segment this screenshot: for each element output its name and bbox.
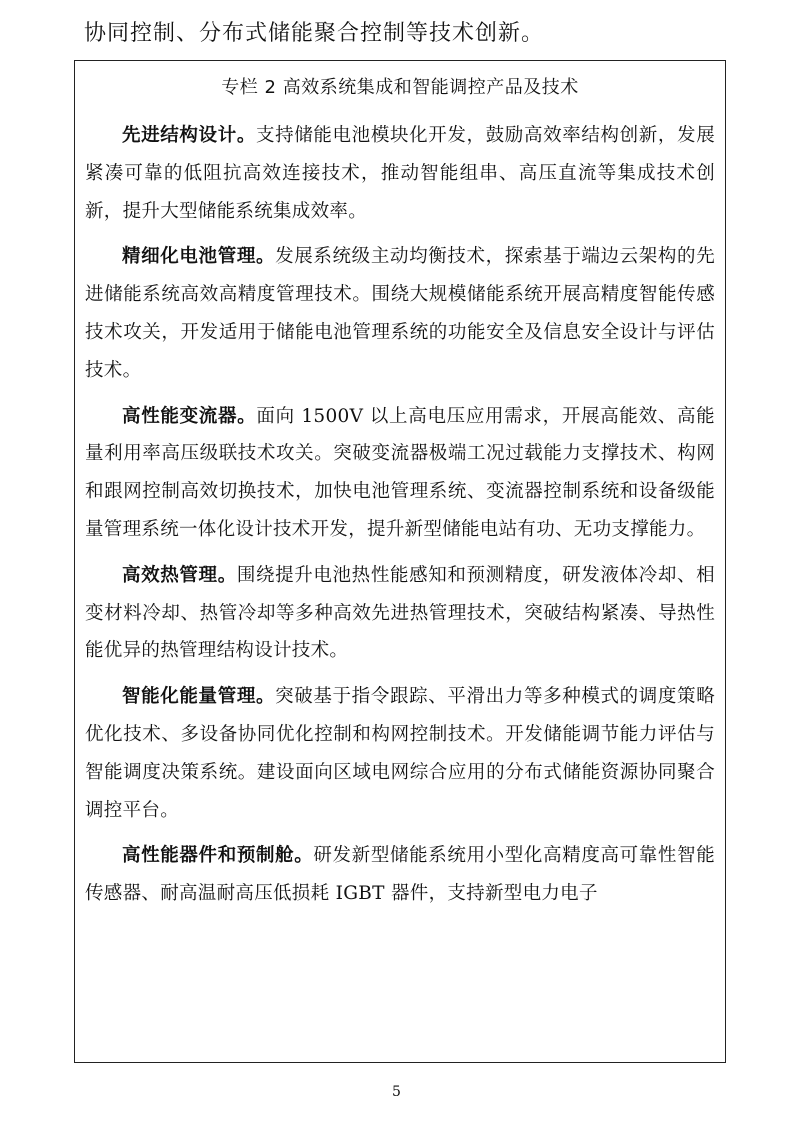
paragraph-battery-management: [85, 238, 715, 389]
paragraph-structure-design: [85, 117, 715, 230]
paragraph-heading: 智能化能量管理。: [122, 686, 276, 708]
paragraph-thermal-management: [85, 557, 715, 670]
page-number: 5: [392, 1084, 401, 1100]
box-content: [85, 117, 715, 921]
paragraph-heading: 高性能器件和预制舱。: [122, 845, 314, 867]
paragraph-body: 面向 1500V 以上高电压应用需求，开展高能效、高能量利用率高压级联技术攻关。突破变流器极端工况过载能力支撑技术、构网和跟网控制高效切换技术，加快电池管理系统、变流器控制系统和设备级能量管理系统一体化设计技术开发，提升新型储能电站有功、无功支撑能力。: [85, 405, 715, 540]
box-title: 专栏 2 高效系统集成和智能调控产品及技术: [221, 77, 579, 98]
paragraph-body: 围绕提升电池热性能感知和预测精度，研发液体冷却、相变材料冷却、热管冷却等多种高效先进热管理技术，突破结构紧凑、导热性能优异的热管理结构设计技术。: [85, 564, 715, 662]
paragraph-heading: 高性能变流器。: [122, 405, 257, 427]
lead-text: 协同控制、分布式储能聚合控制等技术创新。: [84, 21, 545, 46]
paragraph-heading: 精细化电池管理。: [122, 246, 276, 268]
paragraph-body: 发展系统级主动均衡技术，探索基于端边云架构的先进储能系统高效高精度管理技术。围绕大规模储能系统开展高精度智能传感技术攻关，开发适用于储能电池管理系统的功能安全及信息安全设计与评估技术。: [85, 246, 715, 381]
paragraph-body: 突破基于指令跟踪、平滑出力等多种模式的调度策略优化技术、多设备协同优化控制和构网控制技术。开发储能调节能力评估与智能调度决策系统。建设面向区域电网综合应用的分布式储能资源协同聚合调控平台。: [85, 686, 715, 821]
paragraph-body: 研发新型储能系统用小型化高精度高可靠性智能传感器、耐高温耐高压低损耗 IGBT 器件，支持新型电力电子: [85, 845, 715, 905]
sidebar-box: [74, 60, 726, 1063]
paragraph-heading: 先进结构设计。: [122, 125, 256, 146]
paragraph-body: 支持储能电池模块化开发，鼓励高效率结构创新，发展紧凑可靠的低阻抗高效连接技术，推动智能组串、高压直流等集成技术创新，提升大型储能系统集成效率。: [85, 125, 715, 222]
paragraph-devices-cabin: [85, 837, 715, 913]
paragraph-heading: 高效热管理。: [122, 564, 237, 586]
paragraph-converter: [85, 398, 715, 549]
paragraph-energy-management: [85, 678, 715, 829]
